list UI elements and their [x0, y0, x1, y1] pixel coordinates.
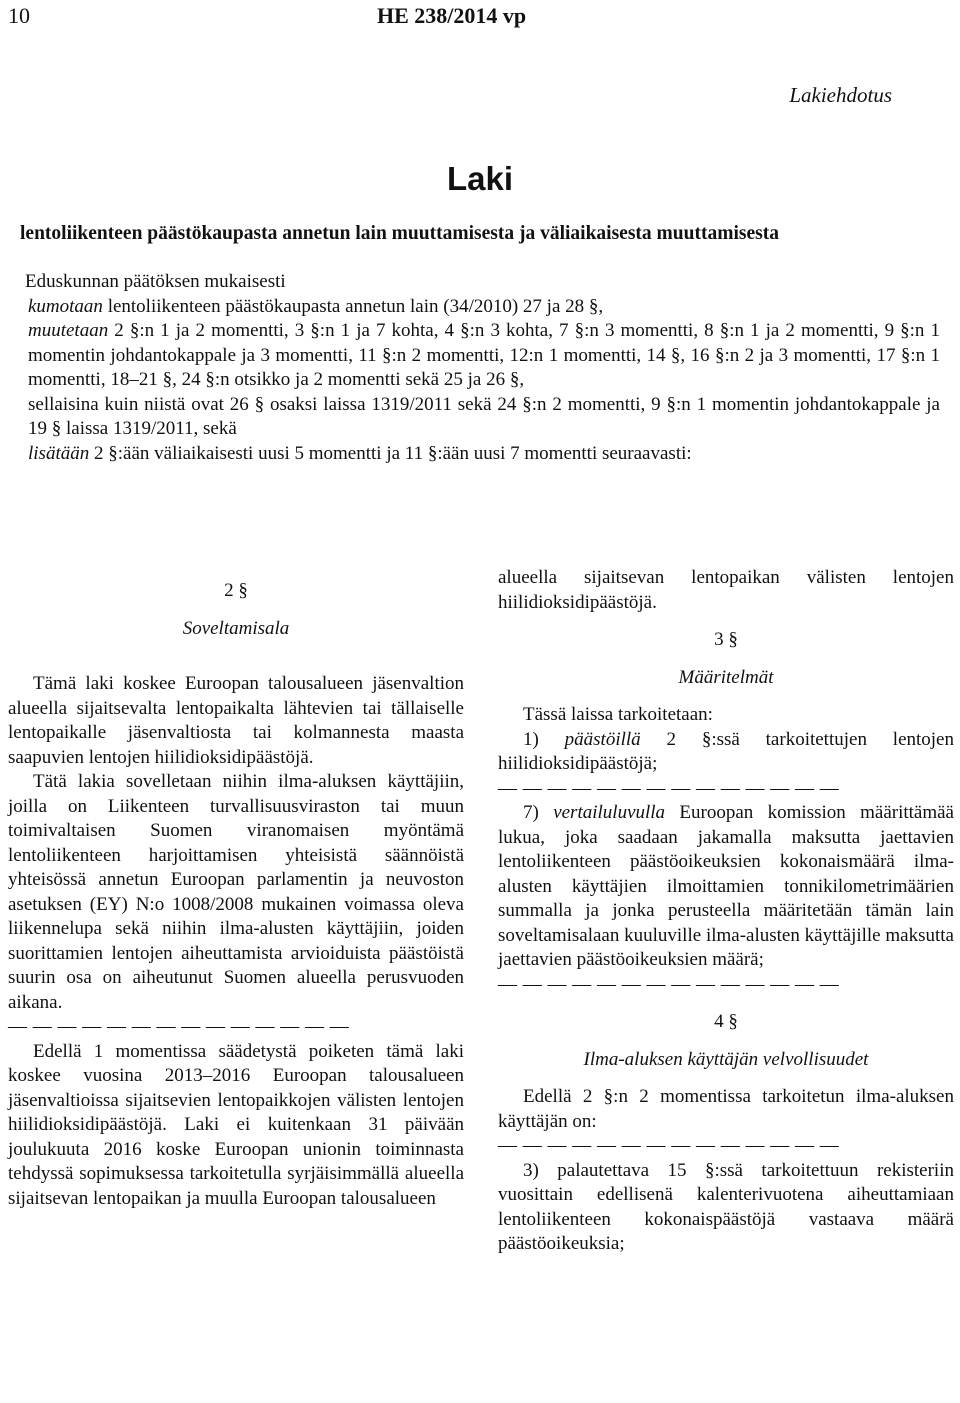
omission-dashes: — — — — — — — — — — — — — —	[498, 973, 840, 995]
preamble-lisataan	[25, 442, 940, 467]
definition-item-7	[498, 801, 954, 973]
preamble-muutetaan	[25, 319, 940, 393]
definition-item-1	[498, 728, 954, 777]
lisataan-text: 2 §:ään väliaikaisesti uusi 5 momentti ja 11 §:ään uusi 7 momentti seuraavasti:	[89, 442, 692, 464]
muutetaan-text: 2 §:n 1 ja 2 momentti, 3 §:n 1 ja 7 kohta, 4 §:n 3 kohta, 7 §:n 3 momentti, 8 §:n 1 ja 2 momentti, 9 §:n 1 momentin johdantokappale ja 3 momentti, 11 §:n 2 momentti, 12:n 1 momentti, 14 §, 16 §:n 2 ja 3 momentti, 17 §:n 1 momentti, 18–21 §, 24 §:n otsikko ja 2 momentti sekä 25 ja 26 §,	[28, 320, 940, 390]
left-column	[8, 566, 464, 1211]
document-id: HE 238/2014 vp	[377, 3, 527, 28]
section-4-intro: Edellä 2 §:n 2 momentissa tarkoitetun ilma-aluksen käyttäjän on:	[498, 1086, 954, 1132]
preamble	[25, 270, 940, 466]
section-3-heading: Määritelmät	[678, 666, 774, 688]
section-2-paragraph-5: Edellä 1 momentissa säädetystä poiketen tämä laki koskee vuosina 2013–2016 Euroopan talousalueen jäsenvaltioissa sijaitsevien lentopaikkojen välisten lentojen hiilidioksidipäästöjä. Laki ei kuitenkaan 31 päivään joulukuuta 2016 koske Euroopan unionin toiminnasta tehdyssä sopimuksessa tarkoitetulla syrjäisimmällä alueella sijaitsevan lentopaikan ja muulla Euroopan talousalueen	[8, 1040, 464, 1209]
kumotaan-keyword: kumotaan	[28, 295, 103, 317]
section-2-continuation: alueella sijaitsevan lentopaikan välisten lentojen hiilidioksidipäästöjä.	[498, 567, 954, 613]
section-3-intro: Tässä laissa tarkoitetaan:	[523, 704, 713, 725]
preamble-sellaisina: sellaisina kuin niistä ovat 26 § osaksi laissa 1319/2011 sekä 24 §:n 2 momentti, 9 §:n 1 momentin johdantokappale ja 19 § laissa 1319/2011, sekä	[28, 393, 940, 439]
preamble-intro: Eduskunnan päätöksen mukaisesti	[25, 271, 286, 292]
preamble-kumotaan	[25, 295, 940, 320]
law-subtitle: lentoliikenteen päästökaupasta annetun lain muuttamisesta ja väliaikaisesta muuttamisesta	[20, 223, 779, 244]
section-2-number: 2 §	[224, 580, 248, 601]
lisataan-keyword: lisätään	[28, 442, 90, 464]
item-1-number: 1)	[523, 728, 565, 750]
item-1-term: päästöillä	[564, 728, 641, 750]
omission-dashes: — — — — — — — — — — — — — —	[498, 777, 840, 799]
section-3-number: 3 §	[714, 629, 738, 650]
section-4-number: 4 §	[714, 1011, 738, 1032]
item-1-text: 2 §:ssä tarkoitettujen lentojen hiilidioksidipäästöjä;	[498, 728, 954, 774]
section-4-heading: Ilma-aluksen käyttäjän velvollisuudet	[583, 1048, 869, 1070]
document-type: Lakiehdotus	[789, 83, 892, 107]
section-2-paragraph-2: Tätä lakia sovelletaan niihin ilma-aluksen käyttäjiin, joilla on Liikenteen turvallisuusviraston tai muun toimivaltaisen Suomen viranomaisen myöntämä lentoliikenteen harjoittamisen yhteisistä säännöistä yhteisössä annetun Euroopan parlamentin ja neuvoston asetuksen (EY) N:o 1008/2008 mukainen voimassa oleva liikennelupa sekä niihin ilma-alusten käyttäjiin, joiden suorittamien lentojen aiheuttamista arvioiduista päästöistä suurin osa on aiheutunut Suomen alueella perusvuoden aikana.	[8, 771, 464, 1013]
omission-dashes: — — — — — — — — — — — — — —	[498, 1135, 840, 1156]
obligation-item-3: 3) palautettava 15 §:ssä tarkoitettuun rekisteriin vuosittain edellisenä kalenterivuotena aiheuttamiaan lentoliikenteen kokonaispäästöjä vastaava määrä päästöoikeuksia;	[498, 1159, 954, 1254]
muutetaan-keyword: muutetaan	[28, 320, 109, 341]
item-7-text: Euroopan komission määrittämää lukua, joka saadaan jakamalla maksutta jaettavien lentoliikenteen päästöoikeuksien kokonaismäärä ilma-alusten käyttäjien ilmoittamien tonnikilometrimäärien summalla ja jonka perusteella määritetään tämän lain soveltamisalaan kuuluville ilma-alusten käyttäjille maksutta jaettavien päästöoikeuksien määrä;	[498, 802, 954, 970]
right-column	[498, 566, 954, 1257]
section-2-paragraph-1: Tämä laki koskee Euroopan talousalueen jäsenvaltion alueella sijaitsevalta lentopaikalta lähtevien tai tällaiselle lentopaikalle jäsenvaltiosta tai kolmannesta maasta saapuvien lentojen hiilidioksidipäästöjä.	[8, 673, 464, 768]
law-title: Laki	[446, 160, 514, 197]
omission-dashes: — — — — — — — — — — — — — —	[8, 1016, 350, 1037]
item-7-term: vertailuluvulla	[553, 802, 666, 823]
section-2-heading: Soveltamisala	[182, 617, 290, 639]
item-7-number: 7)	[523, 802, 554, 823]
page-number: 10	[8, 3, 30, 28]
kumotaan-text: lentoliikenteen päästökaupasta annetun lain (34/2010) 27 ja 28 §,	[102, 295, 604, 317]
